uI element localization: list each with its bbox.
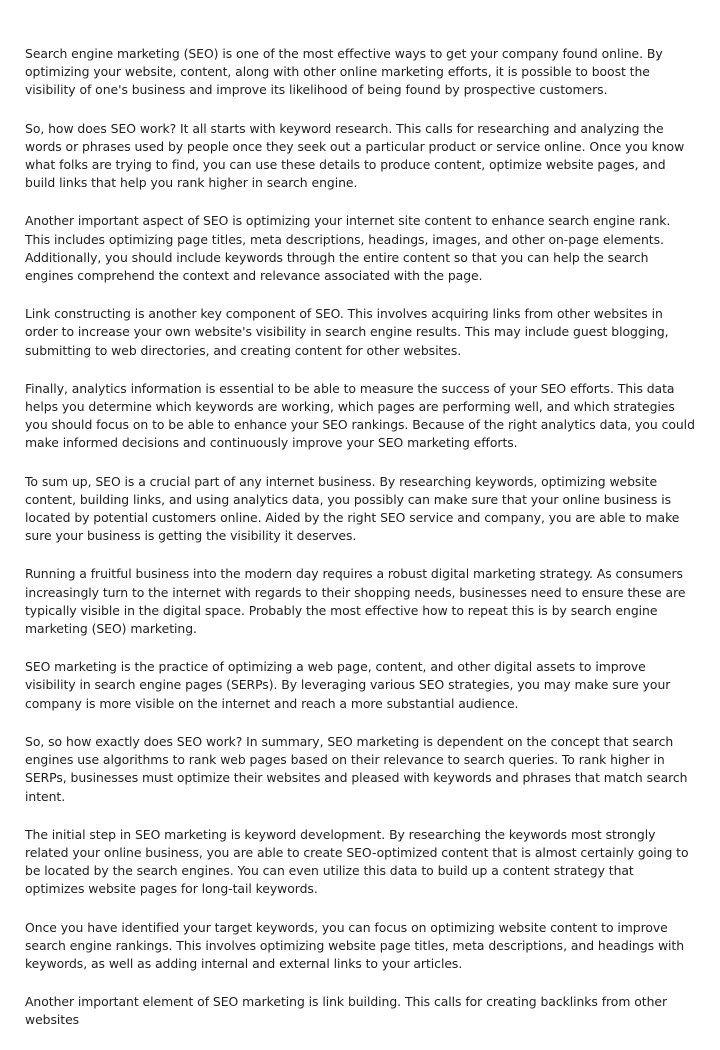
paragraph-on-page-optimization: Another important aspect of SEO is optimizing your internet site content to enhance search engine rank. This includes optimizing page titles, meta descriptions, headings, images, and other on-page elements. Additionally, you should include keywords through the entire content so that you can help the search engines comprehend the context and relevance associated with the page. [25,213,671,284]
paragraph-content-optimization: Once you have identified your target keywords, you can focus on optimizing website content to improve search engine rankings. This involves optimizing website page titles, meta descriptions, and headings with keywords, as well as adding internal and external links to your articles. [25,919,685,971]
paragraph-sum-up: To sum up, SEO is a crucial part of any internet business. By researching keywords, optimizing website content, building links, and using analytics data, you possibly can make sure that your online business is located by potential customers online. Aided by the right SEO service and company, you are able to make sure your business is getting the visibility it deserves. [25,473,680,544]
paragraph-analytics: Finally, analytics information is essential to be able to measure the success of your SEO efforts. This data helps you determine which keywords are working, which pages are performing well, and which strategies you should focus on to be able to enhance your SEO rankings. Because of the right analytics data, you could make informed decisions and continuously improve your SEO marketing efforts. [25,380,695,451]
article-body [25,45,697,1050]
paragraph-seo-intro: Search engine marketing (SEO) is one of the most effective ways to get your company found online. By optimizing your website, content, along with other online marketing efforts, it is possible to boost the visibility of one's business and improve its likelihood of being found by prospective customers. [25,46,663,98]
paragraph-keyword-research: So, how does SEO work? It all starts with keyword research. This calls for researching and analyzing the words or phrases used by people once they seek out a particular product or service online. Once you know what folks are trying to find, you can use these details to produce content, optimize website pages, and build links that help you rank higher in search engine. [25,120,685,191]
paragraph-link-constructing: Link constructing is another key component of SEO. This involves acquiring links from other websites in order to increase your own website's visibility in search engine results. This may include guest blogging, submitting to web directories, and creating content for other websites. [25,306,669,358]
paragraph-how-seo-works: So, so how exactly does SEO work? In summary, SEO marketing is dependent on the concept that search engines use algorithms to rank web pages based on their relevance to search queries. To rank higher in SERPs, businesses must optimize their websites and pleased with keywords and phrases that match search intent. [25,733,688,804]
paragraph-digital-marketing-strategy: Running a fruitful business into the modern day requires a robust digital marketing strategy. As consumers increasingly turn to the internet with regards to their shopping needs, businesses need to ensure these are typically visible in the digital space. Probably the most effective how to repeat this is by search engine marketing (SEO) marketing. [25,566,686,637]
paragraph-seo-marketing-definition: SEO marketing is the practice of optimizing a web page, content, and other digital assets to improve visibility in search engine pages (SERPs). By leveraging various SEO strategies, you may make sure your company is more visible on the internet and reach a more substantial audience. [25,659,671,711]
paragraph-keyword-development: The initial step in SEO marketing is keyword development. By researching the keywords most strongly related your online business, you are able to create SEO-optimized content that is almost certainly going to be located by the search engines. You can even utilize this data to build up a content strategy that optimizes website pages for long-tail keywords. [25,826,689,897]
paragraph-link-building: Another important element of SEO marketing is link building. This calls for creating backlinks from other websites [25,994,668,1028]
